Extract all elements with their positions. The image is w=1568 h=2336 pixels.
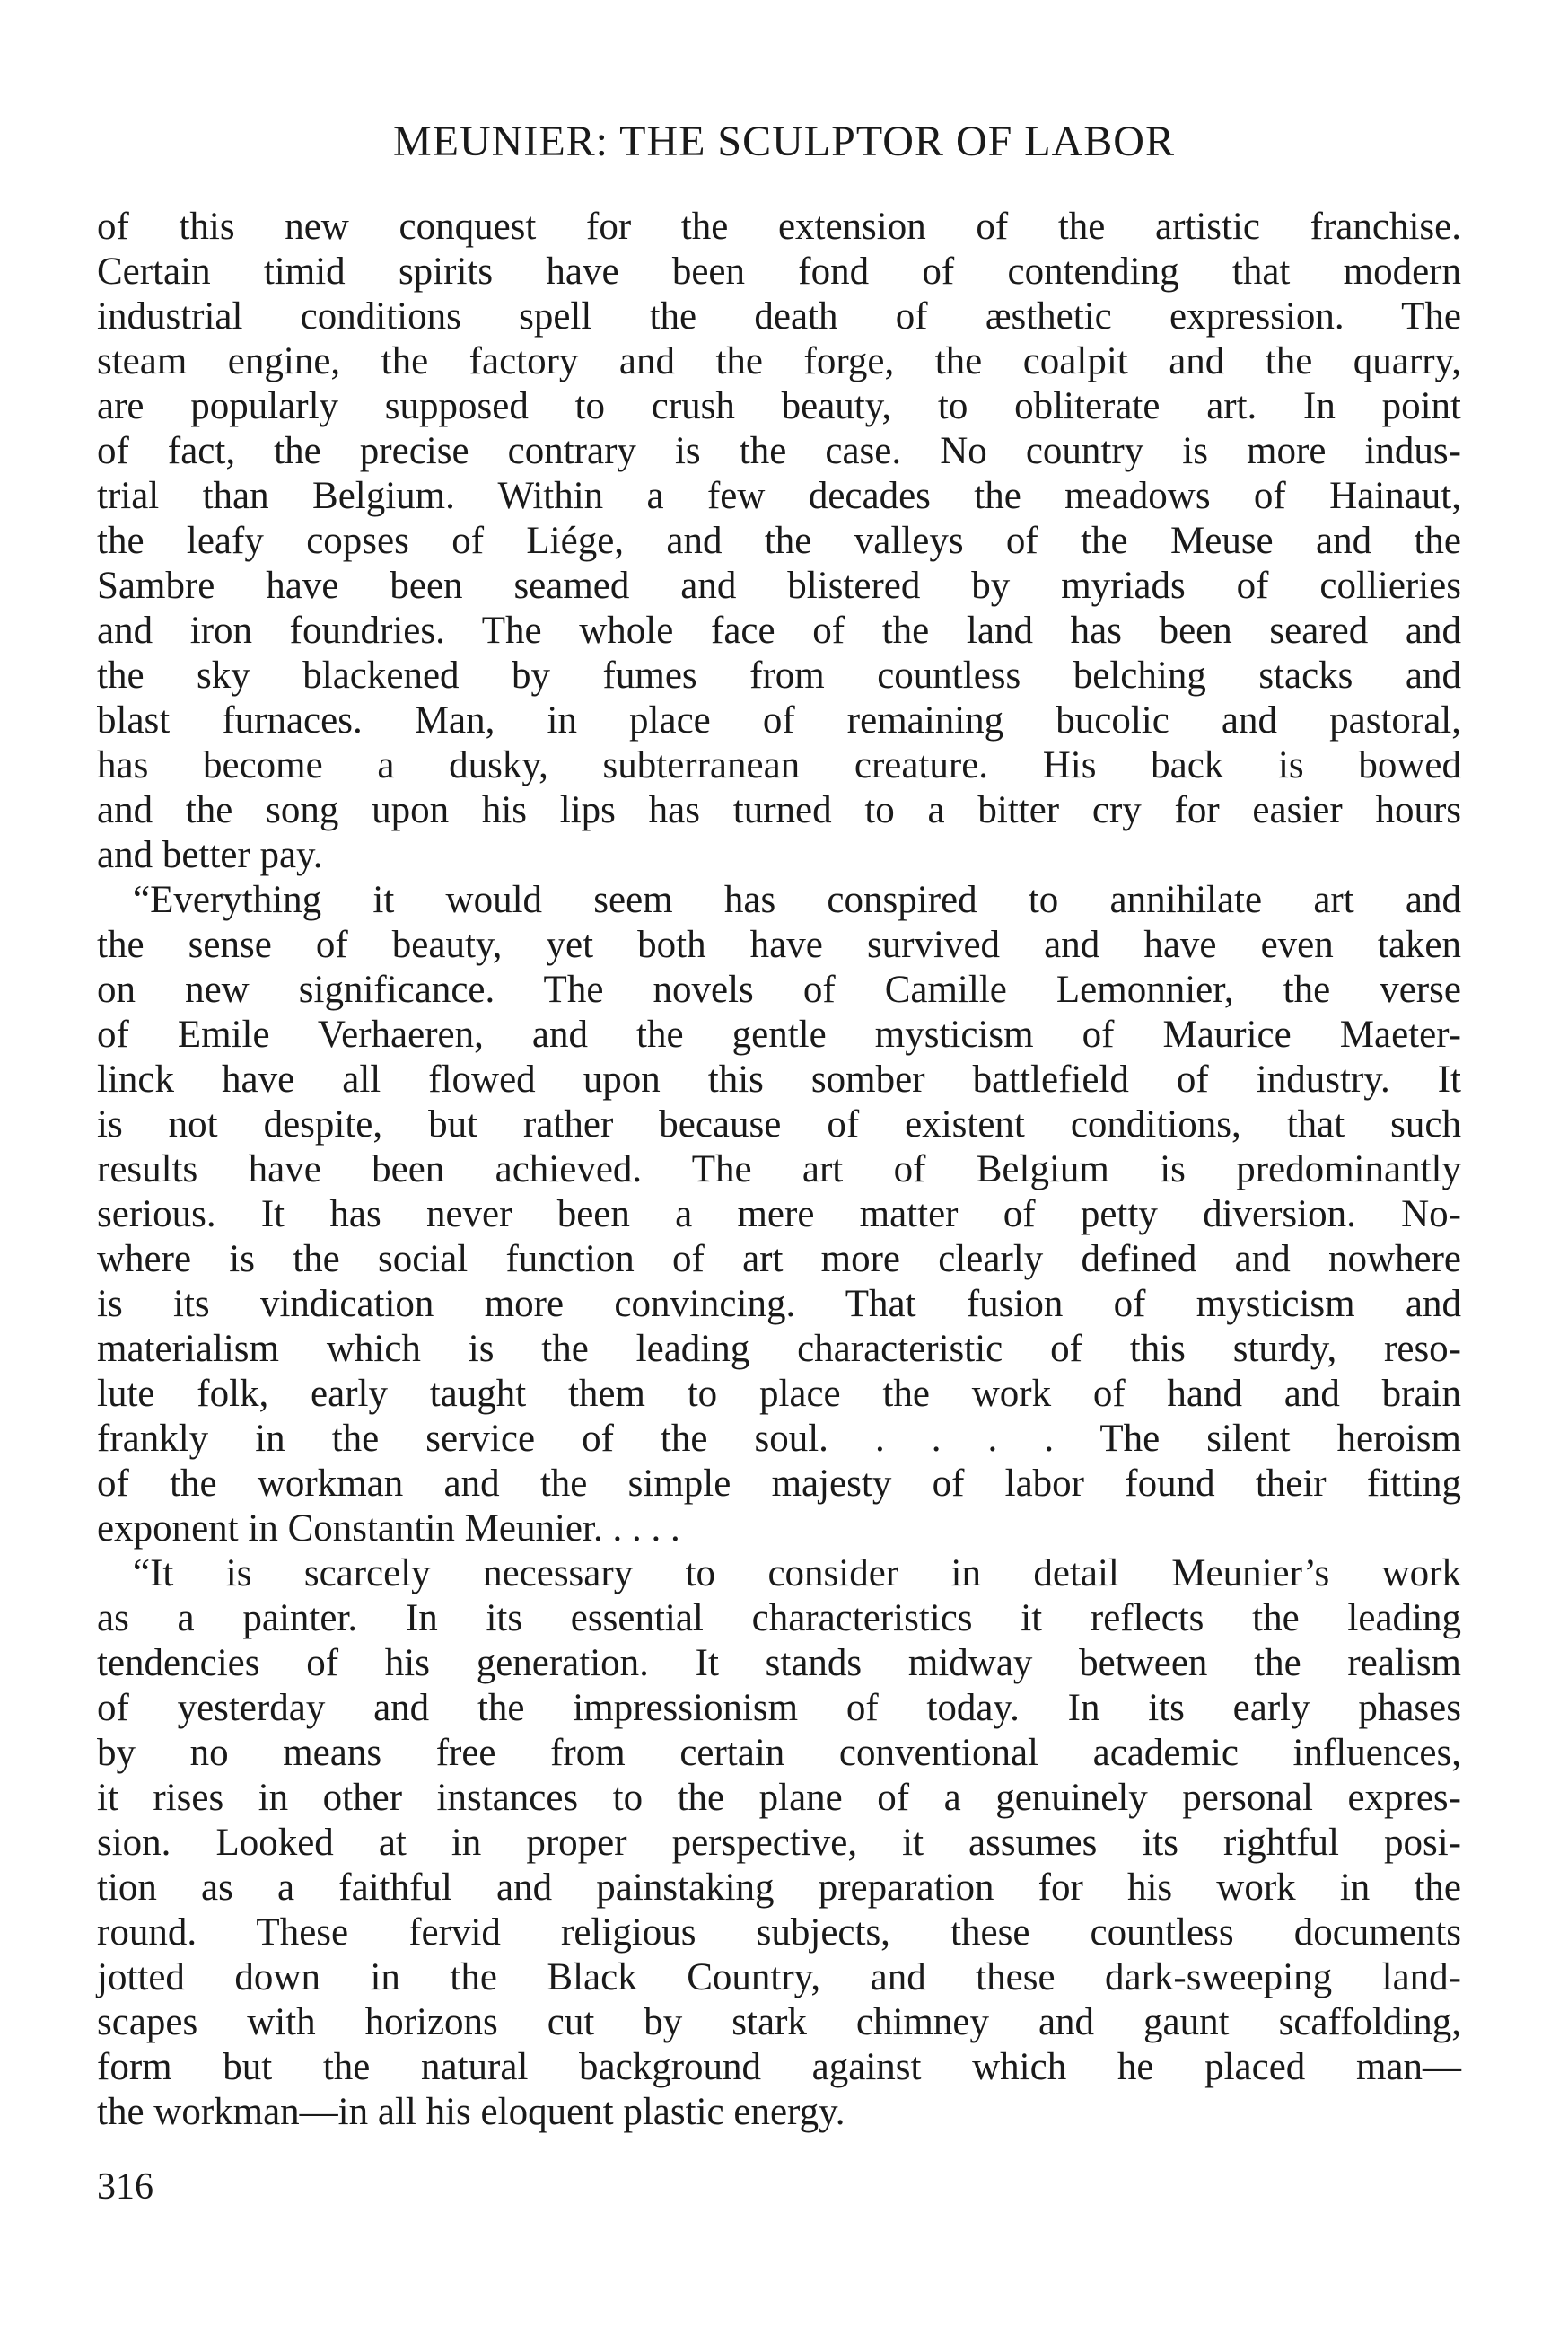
text-line: tion as a faithful and painstaking preparation for his work in the: [97, 1866, 1461, 1909]
text-line: of Emile Verhaeren, and the gentle mysticism of Maurice Maeter-: [97, 1014, 1461, 1056]
text-line: “It is scarcely necessary to consider in detail Meunier’s work: [133, 1552, 1461, 1594]
text-line: sion. Looked at in proper perspective, it assumes its rightful posi-: [97, 1822, 1461, 1864]
text-line: scapes with horizons cut by stark chimney and gaunt scaffolding,: [97, 2001, 1461, 2043]
text-line: are popularly supposed to crush beauty, to obliterate art. In point: [97, 385, 1461, 427]
text-line: the workman—in all his eloquent plastic energy.: [97, 2091, 845, 2133]
text-line: steam engine, the factory and the forge, the coalpit and the quarry,: [97, 340, 1461, 382]
body-text: [97, 205, 1461, 2135]
text-line: is not despite, but rather because of existent conditions, that such: [97, 1103, 1461, 1146]
text-line: “Everything it would seem has conspired to annihilate art and: [133, 879, 1461, 921]
text-line: of this new conquest for the extension of the artistic franchise.: [97, 206, 1461, 248]
running-head: MEUNIER: THE SCULPTOR OF LABOR: [393, 118, 1175, 165]
text-line: the sense of beauty, yet both have survived and have even taken: [97, 924, 1461, 966]
text-line: blast furnaces. Man, in place of remaining bucolic and pastoral,: [97, 699, 1461, 742]
text-line: Sambre have been seamed and blistered by myriads of collieries: [97, 565, 1461, 607]
text-line: by no means free from certain conventional academic influences,: [97, 1732, 1461, 1774]
text-line: has become a dusky, subterranean creature. His back is bowed: [97, 744, 1461, 786]
text-line: industrial conditions spell the death of æsthetic expression. The: [97, 295, 1461, 338]
text-line: results have been achieved. The art of Belgium is predominantly: [97, 1148, 1461, 1190]
text-line: the leafy copses of Liége, and the valleys of the Meuse and the: [97, 520, 1461, 562]
text-line: is its vindication more convincing. That fusion of mysticism and: [97, 1283, 1461, 1325]
text-line: of yesterday and the impressionism of today. In its early phases: [97, 1687, 1461, 1729]
text-line: round. These fervid religious subjects, these countless documents: [97, 1911, 1461, 1954]
text-line: of the workman and the simple majesty of labor found their fitting: [97, 1462, 1461, 1505]
text-line: jotted down in the Black Country, and these dark-sweeping land-: [97, 1956, 1461, 1998]
text-line: exponent in Constantin Meunier. . . . .: [97, 1507, 680, 1550]
text-line: lute folk, early taught them to place the work of hand and brain: [97, 1373, 1461, 1415]
text-line: and better pay.: [97, 834, 323, 876]
text-line: serious. It has never been a mere matter of petty diversion. No-: [97, 1193, 1461, 1235]
text-line: linck have all flowed upon this somber battlefield of industry. It: [97, 1058, 1461, 1101]
paragraph: [97, 205, 1461, 878]
paragraph: [97, 878, 1461, 1551]
text-line: it rises in other instances to the plane of a genuinely personal expres-: [97, 1777, 1461, 1819]
text-line: Certain timid spirits have been fond of contending that modern: [97, 250, 1461, 293]
text-line: and the song upon his lips has turned to a bitter cry for easier hours: [97, 789, 1461, 831]
text-line: as a painter. In its essential characteristics it reflects the leading: [97, 1597, 1461, 1639]
text-line: materialism which is the leading characteristic of this sturdy, reso-: [97, 1328, 1461, 1370]
text-line: and iron foundries. The whole face of the land has been seared and: [97, 610, 1461, 652]
text-line: tendencies of his generation. It stands midway between the realism: [97, 1642, 1461, 1684]
text-line: of fact, the precise contrary is the case. No country is more indus-: [97, 430, 1461, 472]
text-line: form but the natural background against which he placed man—: [97, 2046, 1461, 2088]
text-line: trial than Belgium. Within a few decades the meadows of Hainaut,: [97, 475, 1461, 517]
text-line: on new significance. The novels of Camille Lemonnier, the verse: [97, 969, 1461, 1011]
page-number: 316: [97, 2166, 153, 2208]
text-line: where is the social function of art more clearly defined and nowhere: [97, 1238, 1461, 1280]
paragraph: [97, 1551, 1461, 2135]
text-line: the sky blackened by fumes from countless belching stacks and: [97, 654, 1461, 697]
text-line: frankly in the service of the soul. . . . . The silent heroism: [97, 1418, 1461, 1460]
